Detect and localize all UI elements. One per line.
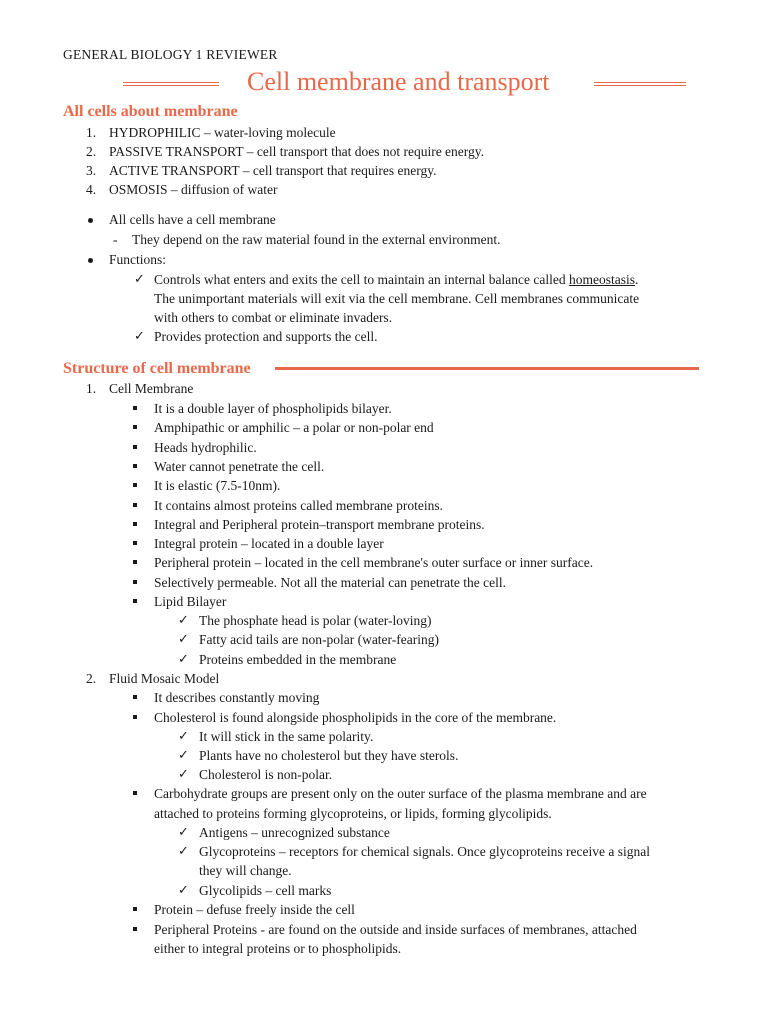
check-text: Glycoproteins – receptors for chemical signals. Once glycoproteins receive a signal	[199, 844, 650, 859]
square-bullet-icon	[133, 695, 137, 699]
square-bullet-icon	[133, 483, 137, 487]
function-text: Controls what enters and exits the cell to maintain an internal balance called	[154, 272, 569, 287]
square-bullet-icon	[133, 406, 137, 410]
check-text: Glycolipids – cell marks	[199, 883, 332, 898]
point-text: It contains almost proteins called membrane proteins.	[154, 497, 444, 513]
point-text: Lipid Bilayer	[154, 594, 227, 609]
square-bullet-icon	[133, 927, 137, 931]
check-text: Plants have no cholesterol but they have sterols.	[199, 748, 459, 763]
point-text: Peripheral protein – located in the cell membrane's outer surface or inner surface.	[154, 555, 594, 571]
point-text: Carbohydrate groups are present only on the outer surface of the plasma membrane and are	[154, 786, 647, 801]
square-bullet-icon	[133, 425, 137, 429]
check-icon: ✓	[178, 767, 189, 782]
square-bullet-icon	[133, 522, 137, 526]
point-text: Cholesterol is found alongside phospholipids in the core of the membrane.	[154, 710, 557, 725]
section-heading-membrane: All cells about membrane	[63, 103, 238, 120]
check-icon: ✓	[178, 632, 189, 648]
check-text: Cholesterol is non-polar.	[199, 767, 333, 782]
definition-item: OSMOSIS – diffusion of water	[109, 182, 278, 197]
square-bullet-icon	[133, 464, 137, 468]
page-title: Cell membrane and transport	[247, 67, 550, 96]
check-text-continued: they will change.	[199, 863, 292, 878]
check-text: Fatty acid tails are non-polar (water-fearing)	[199, 632, 439, 648]
point-text-continued: attached to proteins forming glycoproteins, or lipids, forming glycolipids.	[154, 806, 552, 821]
square-bullet-icon	[133, 715, 137, 719]
check-text: Antigens – unrecognized substance	[199, 825, 390, 840]
definition-item: PASSIVE TRANSPORT – cell transport that does not require energy.	[109, 144, 485, 159]
point-text: Protein – defuse freely inside the cell	[154, 902, 355, 917]
check-text: The phosphate head is polar (water-loving)	[199, 613, 432, 628]
check-text: Proteins embedded in the membrane	[199, 651, 397, 667]
point-text: It is a double layer of phospholipids bilayer.	[154, 401, 392, 416]
definition-item: HYDROPHILIC – water-loving molecule	[109, 125, 336, 140]
bullet-icon	[88, 218, 93, 223]
title-rule-right	[594, 82, 686, 86]
section-heading-structure: Structure of cell membrane	[63, 360, 251, 377]
list-number: 4.	[86, 182, 97, 197]
list-number: 2.	[86, 144, 97, 159]
check-icon: ✓	[178, 613, 189, 628]
definition-item: ACTIVE TRANSPORT – cell transport that requires energy.	[109, 163, 437, 178]
check-icon: ✓	[178, 883, 189, 898]
sub-point: They depend on the raw material found in the external environment.	[132, 232, 501, 247]
square-bullet-icon	[133, 560, 137, 564]
bullet-text: All cells have a cell membrane	[109, 212, 276, 227]
function-item: Controls what enters and exits the cell to maintain an internal balance called homeostasis.	[154, 272, 639, 287]
title-rule-left	[123, 82, 219, 86]
list-item-fluid-mosaic: Fluid Mosaic Model	[109, 671, 220, 686]
list-number: 1.	[86, 125, 97, 140]
homeostasis-term: homeostasis	[568, 272, 635, 287]
section-rule	[275, 367, 699, 370]
point-text: Integral protein – located in a double layer	[154, 536, 384, 552]
point-text: It is elastic (7.5-10nm).	[154, 478, 281, 494]
dash-icon: -	[113, 232, 118, 247]
point-text: Water cannot penetrate the cell.	[154, 458, 325, 474]
list-number: 3.	[86, 163, 97, 178]
bullet-icon	[88, 258, 93, 263]
point-text: Heads hydrophilic.	[154, 439, 257, 455]
function-item: Provides protection and supports the cell.	[154, 329, 378, 344]
point-text: Integral and Peripheral protein–transport membrane proteins.	[154, 516, 485, 532]
square-bullet-icon	[133, 907, 137, 911]
function-item-continued: The unimportant materials will exit via the cell membrane. Cell membranes communicate	[154, 291, 640, 306]
function-item-continued: with others to combat or eliminate invaders.	[154, 310, 393, 325]
list-item-cell-membrane: Cell Membrane	[109, 381, 194, 396]
check-icon: ✓	[134, 329, 145, 344]
point-text: Peripheral Proteins - are found on the outside and inside surfaces of membranes, attached	[154, 922, 637, 937]
bullet-text: Functions:	[109, 252, 167, 267]
check-icon: ✓	[178, 844, 189, 859]
document-label: GENERAL BIOLOGY 1 REVIEWER	[63, 47, 278, 62]
check-icon: ✓	[178, 651, 189, 667]
point-text: It describes constantly moving	[154, 690, 320, 705]
point-text-continued: either to integral proteins or to phospholipids.	[154, 941, 402, 956]
square-bullet-icon	[133, 580, 137, 584]
square-bullet-icon	[133, 503, 137, 507]
square-bullet-icon	[133, 541, 137, 545]
check-icon: ✓	[178, 729, 189, 744]
check-icon: ✓	[178, 825, 189, 840]
square-bullet-icon	[133, 445, 137, 449]
point-text: Amphipathic or amphilic – a polar or non-polar end	[154, 420, 434, 436]
check-icon: ✓	[178, 748, 189, 763]
list-number: 2.	[86, 671, 97, 686]
square-bullet-icon	[133, 791, 137, 795]
list-number: 1.	[86, 381, 97, 396]
point-text: Selectively permeable. Not all the material can penetrate the cell.	[154, 574, 506, 590]
square-bullet-icon	[133, 599, 137, 603]
check-text: It will stick in the same polarity.	[199, 729, 374, 744]
check-icon: ✓	[134, 272, 145, 287]
